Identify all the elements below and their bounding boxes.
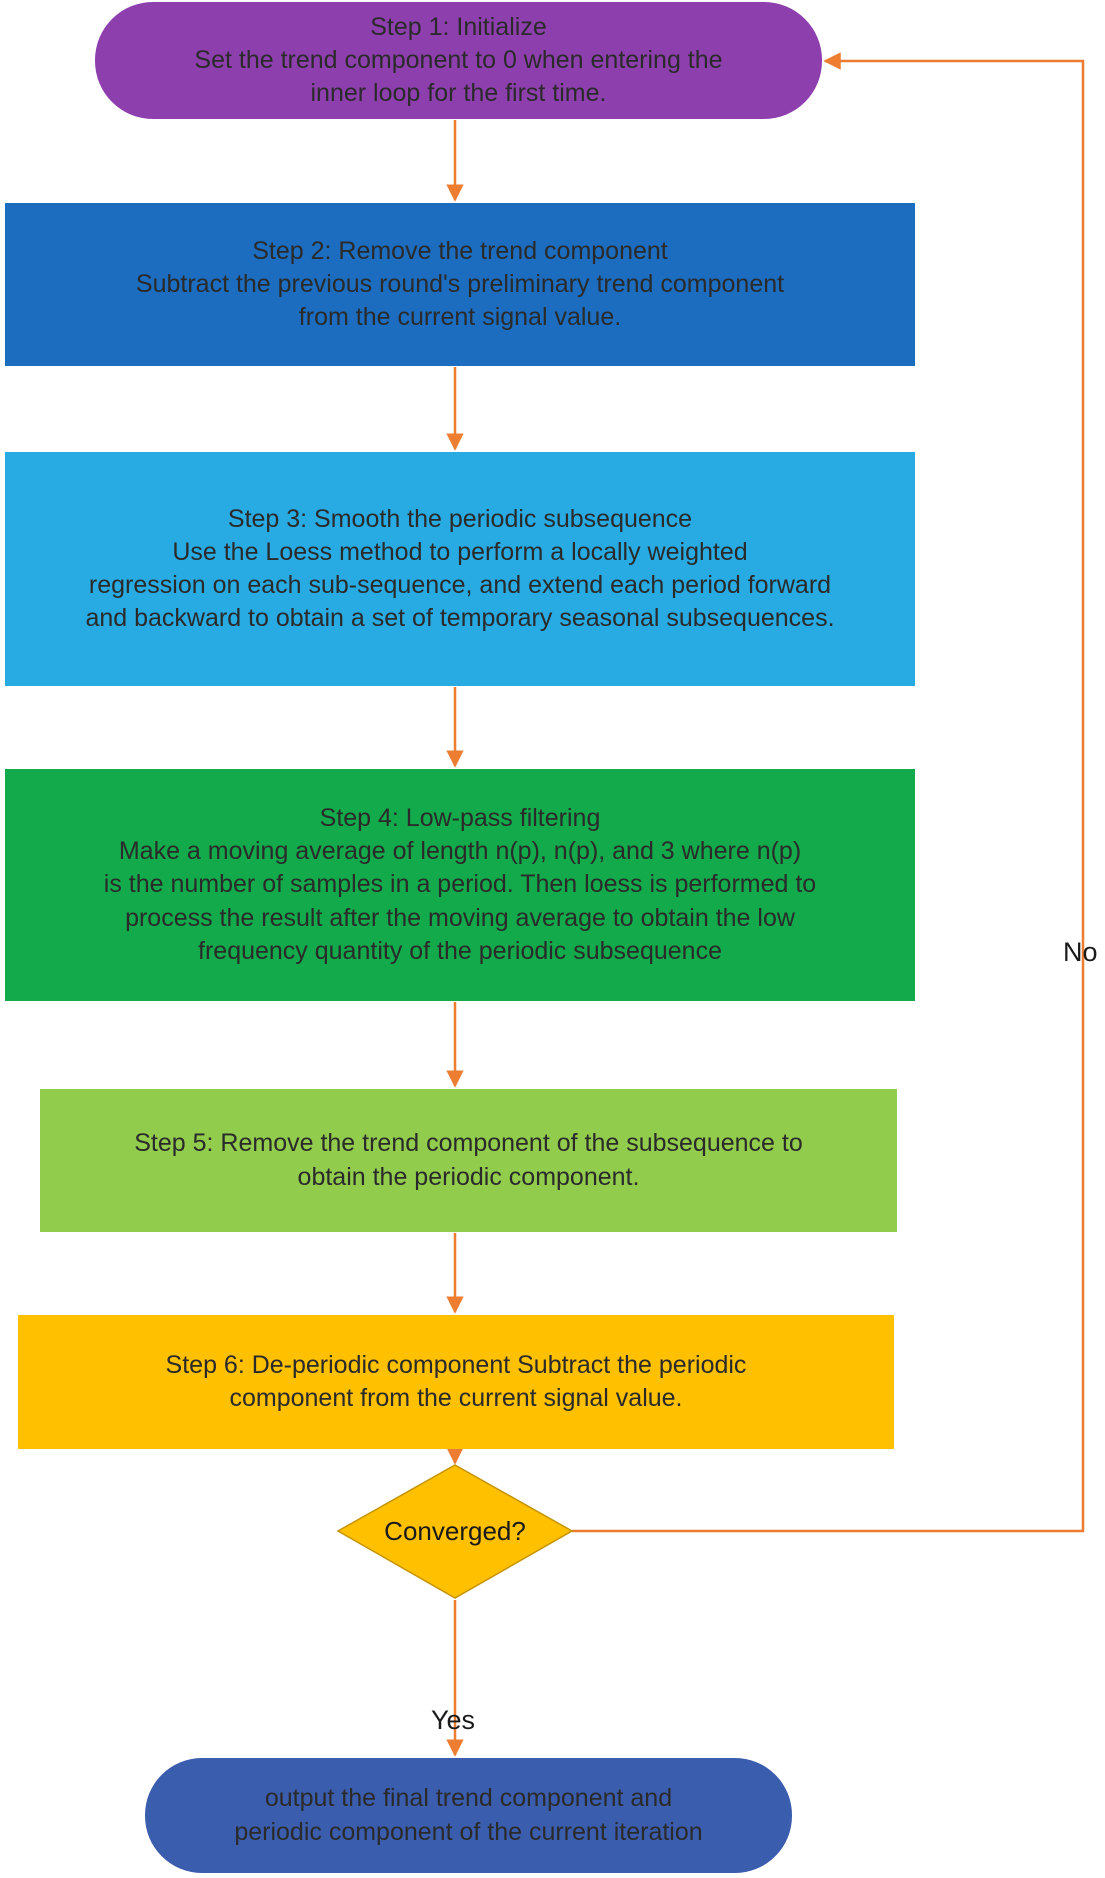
step-2-line-1: Subtract the previous round's preliminary trend component	[135, 269, 785, 298]
step-6-de-periodic-node	[18, 1315, 894, 1449]
step-5-remove-subsequence-trend-node	[40, 1089, 897, 1232]
no-edge-label: No	[1063, 937, 1098, 967]
step-6-line-1: Step 6: De-periodic component Subtract the periodic	[165, 1350, 747, 1379]
step-4-line-3: process the result after the moving average to obtain the low	[125, 903, 795, 932]
final-output-node	[145, 1758, 792, 1873]
step-4-low-pass-filtering-node	[5, 769, 915, 1001]
step-4-line-1: Make a moving average of length n(p), n(p), and 3 where n(p)	[118, 837, 802, 866]
step-3-line-3: and backward to obtain a set of temporary seasonal subsequences.	[85, 604, 835, 633]
step-1-initialize-node	[95, 2, 822, 119]
step-2-line-2: from the current signal value.	[298, 303, 622, 332]
step-2-remove-trend-node	[5, 203, 915, 366]
step-3-smooth-subsequence-node	[5, 452, 915, 686]
step-2-title: Step 2: Remove the trend component	[252, 236, 668, 265]
step-4-title: Step 4: Low-pass filtering	[319, 803, 601, 832]
step-1-line-2: inner loop for the first time.	[310, 79, 607, 108]
final-line-2: periodic component of the current iteration	[234, 1817, 703, 1846]
step-1-line-1: Set the trend component to 0 when entering the	[194, 45, 723, 74]
step-3-line-1: Use the Loess method to perform a locally weighted	[172, 537, 748, 566]
step-4-line-4: frequency quantity of the periodic subsequence	[198, 936, 722, 965]
step-3-title: Step 3: Smooth the periodic subsequence	[227, 504, 693, 533]
step-5-line-2: obtain the periodic component.	[297, 1162, 640, 1191]
decision-converged-label: Converged?	[384, 1515, 526, 1546]
step-1-title: Step 1: Initialize	[370, 12, 547, 41]
final-line-1: output the final trend component and	[264, 1784, 673, 1813]
step-4-line-2: is the number of samples in a period. Then loess is performed to	[103, 870, 817, 899]
step-6-line-2: component from the current signal value.	[229, 1384, 683, 1412]
step-5-line-1: Step 5: Remove the trend component of the subsequence to	[134, 1129, 803, 1158]
step-3-line-2: regression on each sub-sequence, and extend each period forward	[88, 571, 832, 599]
yes-edge-label: Yes	[431, 1705, 476, 1735]
